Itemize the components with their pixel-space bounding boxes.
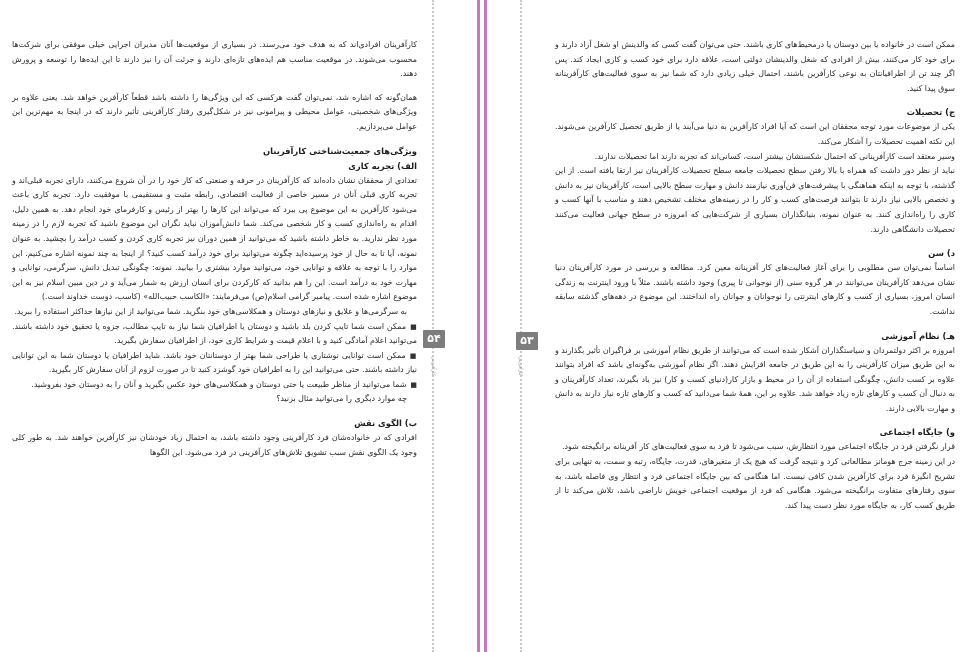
paragraph: افرادی که در خانواده‌شان فرد کارآفرینی وجود داشته باشد، به احتمال زیاد خودشان نیز کارآفرین خواهند شد. به طور کلی وجود یک الگوی نقش سبب تشویق تلاش‌های کارآفرینی در فرد می‌شود. این الگوها — [12, 433, 417, 457]
paragraph: به سرگرمی‌ها و علایق و نیازهای دوستان و همکلاسی‌های خود بنگرید. شما می‌توانید از این نیازها حداکثر استفاده را ببرید. — [14, 306, 407, 316]
right-page-text-column — [555, 38, 955, 513]
paragraph: کارآفرینان افرادی‌اند که به هدف خود می‌رسند. در بسیاری از موقعیت‌ها آنان مدیران اجرایی خیلی موفقی برای شرکت‌ها محسوب می‌شوند. در موقعیت مناسب هم ایده‌های تازه‌ای دارند و جرئت آن را نیز دارند تا این ایده‌ها را توسعه و پرورش دهند. — [12, 40, 417, 79]
left-page — [0, 0, 475, 652]
paragraph: قرار نگرفتن فرد در جایگاه اجتماعی مورد انتظارش، سبب می‌شود تا فرد به سوی فعالیت‌های کار آفرینانه برانگیخته شود. — [562, 442, 955, 452]
subsection-heading: و) جایگاه اجتماعی — [879, 427, 955, 438]
margin-dotted-line — [520, 0, 522, 652]
bullet-item: ■ ممکن است شما تایپ کردن بلد باشید و دوستان یا اطرافیان شما نیاز به تایپ مطالب، جزوه یا تحقیق خود داشته باشند. می‌توانید اعلام آمادگی کنید و با اعلام قیمت و شرایط کاری خود، از اطرافیان سفارش بگیرید. — [12, 320, 417, 349]
page-number: ۵۳ — [516, 332, 538, 350]
paragraph: یکی از موضوعات مورد توجه محققان این است که آیا افراد کارآفرین به دنیا می‌آیند یا از طریق تحصیل کارآفرین می‌شوند. این نکته اهمیت تحصیلات را آشکار می‌کند. — [555, 122, 955, 146]
gutter-rule — [477, 0, 480, 652]
paragraph: نباید از نظر دور داشت که همراه با بالا رفتن سطح تحصیلات جامعه سطح تحصیلات کارآفرینان نیز ارتقا یافته است. از این گذشته، با توجه به اینکه هماهنگی با پیشرفت‌های فن‌آوری نیازمند دانش و مهارت سطح بالایی است، کارآفرینان نیز به دانش و تخصص بالایی نیاز دارند تا بتوانند فرصت‌های کسب و کار را در زمینه‌های مختلف تشخیص دهند و مناسب با آنها کسب و کاری را راه‌اندازی کنند. به عنوان نمونه، بنیانگذاران بسیاری از شرکت‌هایی که امروزه در سطح جهانی فعالیت می‌کنند تحصیلات دانشگاهی دارند. — [555, 166, 955, 234]
paragraph: اساساً نمی‌توان سن مطلوبی را برای آغاز فعالیت‌های کار آفرینانه معین کرد. مطالعه و بررسی در مورد کارآفرینان دنیا نشان می‌دهد کارآفرینان می‌توانند در هر گروه سنی (از نوجوانی تا پیری) وجود داشته باشند. مثلاً با ورود اینترنت به زندگی انسان امروز، بسیاری از کسب و کارهای اینترنتی را نوجوانان و جوانان راه انداختند. این موضوع در دهه‌های گذشته سابقه نداشت. — [555, 263, 955, 316]
paragraph: همان‌گونه که اشاره شد، نمی‌توان گفت هرکسی که این ویژگی‌ها را داشته باشد قطعاً کارآفرین خواهد شد. یعنی علاوه بر ویژگی‌های شخصیتی، عوامل محیطی و پیرامونی نیز در شکل‌گیری رفتار کارآفرینی تأثیر دارند که در اینجا به مهم‌ترین این عوامل می‌پردازیم. — [12, 92, 417, 131]
section-heading: ویژگی‌های جمعیت‌شناختی کارآفرینان — [262, 145, 417, 156]
subsection-heading: د) سن — [928, 248, 955, 259]
bullet-item: ■ ممکن است توانایی نوشتاری یا طراحی شما بهتر از دوستانتان خود باشد. شاید اطرافیان یا دوستان شما به این توانایی نیاز داشته باشند. حتی می‌توانید این را به اطرافیان خود گوشزد کنید تا در صورت لزوم از آنان سفارش کار بگیرید. — [12, 349, 417, 378]
subsection-heading: هـ) نظام آموزشی — [881, 330, 955, 341]
paragraph: وسیر معتقد است کارآفرینانی که احتمال شکستشان بیشتر است، کسانی‌اند که تجربه دارند اما تحصیلات ندارند. — [594, 151, 955, 161]
left-page-text-column — [12, 38, 417, 460]
subsection-heading: ب) الگوی نقش — [354, 418, 417, 429]
margin-dotted-line — [432, 0, 434, 652]
paragraph: تعدادی از محققان نشان داده‌اند که کارآفرینان در حرفه و صنعتی که کار خود را در آن شروع می‌کنند، دارای تجربه قبلی‌اند و تجربه کاری قبلی آنان در مسیر خاصی از فعالیت اقتصادی، رابطه مثبت و مستقیمی با موفقیت دارد. تجربه کاری باعث می‌شود کارآفرین به این موضوع پی ببرد که می‌تواند این کارها را بهتر از رئیس و کارفرمای خود انجام دهد. به همین دلیل، اقدام به راه‌اندازی کسب و کار شخصی می‌کند. شما دانش‌آموزان نباید نگران این موضوع باشید که تجربه لازم را در زمینه مورد نظر ندارید. به خاطر داشته باشید که می‌توانید از همین دوران نیز تجربه کاری کردن و کسب درآمد را بچشید. به عنوان نمونه، آیا تا به حال از خود پرسیده‌اید چگونه می‌توانید برای خود درآمد کسب کنید؟ از اینجا به چند نمونه اشاره می‌کنیم. این موارد را با توجه به علاقه و توانایی خود، می‌توانید موارد بیشتری را بیابید. نمونه: چگونگی تبدیل دانش، سرگرمی، توانایی و مهارت خود به درآمد است. این را هم بدانید که کارکردن برای انسان ارزش به شمار می‌آید و در دین مبین اسلام نیز به این موضوع اشاره شده است. پیامبر گرامی اسلام(ص) می‌فرمایند: «الکاسب حبیب‌الله» (کاسب، دوست خداوند است.) — [12, 175, 417, 302]
paragraph: ممکن است در خانواده یا بین دوستان یا درمحیط‌های کاری باشند. حتی می‌توان گفت کسی که والدینش او شغل آزاد دارند و برای خود کار می‌کنند، بیش از افرادی که شغل والدینشان دولتی است، علاقه دارد برای خود کسب و کاری ایجاد کند. پس اگر چند تن از اطرافیانتان به نوعی کارآفرین باشند، احتمال خیلی زیادی دارد که شما نیز به سوی فعالیت‌های کارآفرینانه سوق پیدا کنید. — [555, 40, 955, 93]
paragraph: امروزه بر اکثر دولتمردان و سیاستگذاران آشکار شده است که می‌توانند از طریق نظام آموزشی بر فراگیران تأثیر بگذارند و به این طریق میزان کارآفرینی را به این طریق در جامعه افزایش دهند. اگر نظام آموزشی به‌گونه‌ای باشد که افراد بتوانند علاوه بر کسب دانش، چگونگی استفاده از آن را در محیط و بازار کار(دنیای کسب و کار) نیز یاد بگیرند، تعداد کارآفرینان و به دنبال آن کسب و کارهای تازه زیاد خواهد شد. علاوه بر این، همهٔ شما می‌دانید که کسب و کارهای تازه نیاز دارند به دانش و مهارت بالایی دارند. — [554, 345, 955, 413]
gutter-rule — [484, 0, 487, 652]
running-title: کارآفرینی — [517, 356, 523, 376]
paragraph: در این زمینه جرج هومانز مطالعاتی کرد و نتیجه گرفت که هیچ یک از متغیرهای، قدرت، جایگاه، رتبه و سمت، به تنهایی برای تشریح انگیزهٔ فرد برای کارآفرین شدن کافی نیست. اما هنگامی که بین جایگاه اجتماعی فرد و انتظار وی فاصله باشد، به سوی رفتارهای متفاوت برانگیخته می‌شود. هنگامی که فرد از موقعیت اجتماعی خویش ناراضی باشد، تلاش می‌کند تا از طریق کسب کار، به جایگاه مورد نظر دست پیدا کند. — [555, 457, 955, 510]
bullet-item: ■ شما می‌توانید از مناظر طبیعت یا حتی دوستان و همکلاسی‌های خود عکس بگیرید و آنان را به دوستان خود بفروشید. — [12, 378, 417, 393]
subsection-heading: ج) تحصیلات — [906, 107, 955, 118]
running-title: کارآفرینی — [430, 356, 436, 376]
question-line: چه موارد دیگری را می‌توانید مثال بزنید؟ — [276, 394, 407, 404]
page-number: ۵۴ — [423, 330, 445, 348]
subsection-heading: الف) تجربه کاری — [348, 160, 417, 171]
